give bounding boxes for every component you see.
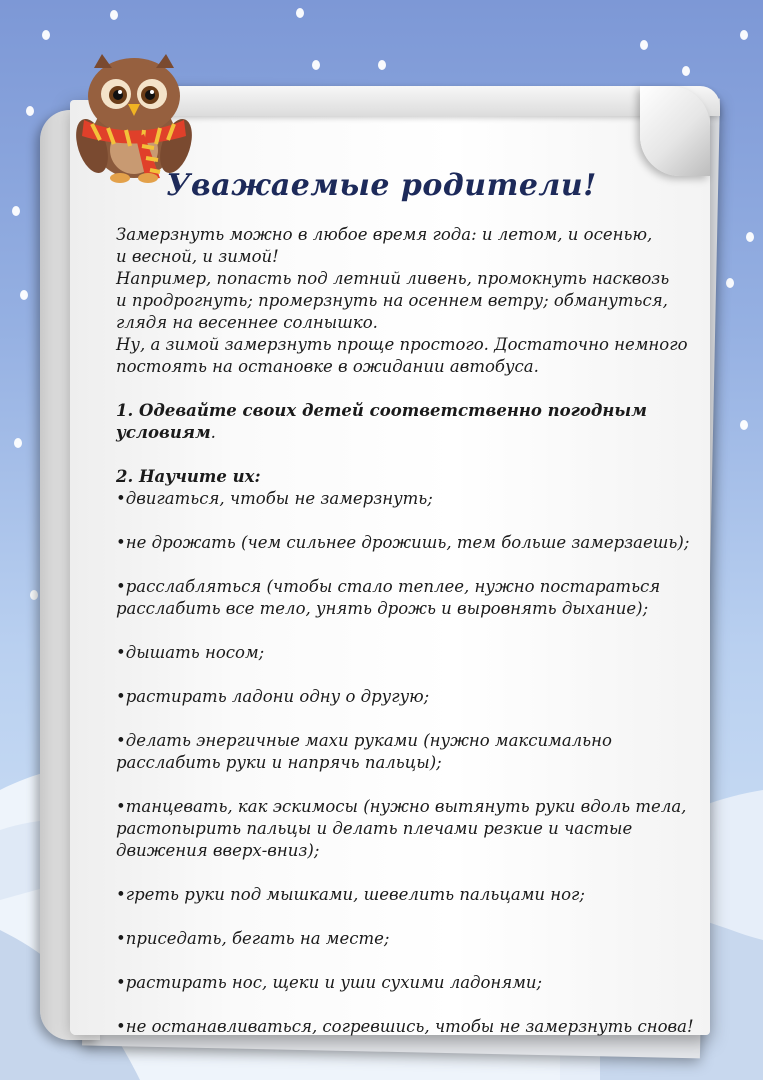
list-item	[116, 1016, 716, 1038]
list-item	[116, 796, 716, 818]
snowflake-icon	[26, 106, 34, 116]
intro-line: Например, попасть под летний ливень, промокнуть насквозь	[116, 269, 670, 288]
bullet-icon: •	[116, 929, 126, 948]
list-item	[116, 642, 716, 664]
list-item	[116, 686, 716, 708]
intro-line: Замерзнуть можно в любое время года: и летом, и осенью,	[116, 225, 653, 244]
list-item	[116, 840, 716, 862]
list-item	[116, 730, 716, 752]
snowflake-icon	[740, 420, 748, 430]
snowflake-icon	[740, 30, 748, 40]
advice-list	[116, 488, 716, 1038]
intro-line: и весной, и зимой!	[116, 247, 279, 266]
list-item-text: двигаться, чтобы не замерзнуть;	[125, 489, 433, 508]
intro-line: глядя на весеннее солнышко.	[116, 313, 378, 332]
snowflake-icon	[12, 206, 20, 216]
point-1-heading-cont	[116, 422, 716, 444]
list-item-text: расслабить все тело, унять дрожь и выровнять дыхание);	[116, 599, 649, 618]
list-item-text: расслабить руки и напрячь пальцы);	[116, 753, 442, 772]
list-item	[116, 598, 716, 620]
list-item	[116, 532, 716, 554]
list-item-text: движения вверх-вниз);	[116, 841, 320, 860]
bullet-icon: •	[116, 687, 126, 706]
list-item-text: дышать носом;	[125, 643, 265, 662]
point-1-heading: 1. Одевайте своих детей соответственно погодным	[116, 401, 647, 420]
list-item-text: растирать нос, щеки и уши сухими ладонями;	[125, 973, 543, 992]
snowflake-icon	[640, 40, 648, 50]
list-item	[116, 928, 716, 950]
snowflake-icon	[110, 10, 118, 20]
snowflake-icon	[20, 290, 28, 300]
snowflake-icon	[14, 438, 22, 448]
snowflake-icon	[30, 590, 38, 600]
snowflake-icon	[296, 8, 304, 18]
snowflake-icon	[726, 278, 734, 288]
list-item	[116, 576, 716, 598]
snowflake-icon	[682, 66, 690, 76]
paper-corner-curl	[640, 86, 710, 176]
bullet-icon: •	[116, 643, 126, 662]
snowflake-icon	[312, 60, 320, 70]
list-item-text: греть руки под мышками, шевелить пальцами ног;	[125, 885, 585, 904]
list-item-text: приседать, бегать на месте;	[125, 929, 390, 948]
bullet-icon: •	[116, 885, 126, 904]
list-item	[116, 818, 716, 840]
list-item	[116, 972, 716, 994]
point-1-text: условиям	[116, 423, 211, 442]
letter-body	[116, 224, 716, 1038]
list-item-text: расслабляться (чтобы стало теплее, нужно постараться	[125, 577, 661, 596]
list-item	[116, 884, 716, 906]
intro-line: Ну, а зимой замерзнуть проще простого. Достаточно немного	[116, 335, 688, 354]
point-1-period: .	[210, 423, 216, 442]
snowflake-icon	[746, 232, 754, 242]
bullet-icon: •	[116, 533, 126, 552]
intro-line: и продрогнуть; промерзнуть на осеннем ветру; обмануться,	[116, 291, 668, 310]
list-item-text: делать энергичные махи руками (нужно максимально	[125, 731, 612, 750]
list-item-text: растопырить пальцы и делать плечами резкие и частые	[116, 819, 633, 838]
paper-top-curl	[120, 86, 720, 116]
snowflake-icon	[378, 60, 386, 70]
list-item-text: не дрожать (чем сильнее дрожишь, тем больше замерзаешь);	[125, 533, 690, 552]
bullet-icon: •	[116, 797, 126, 816]
page-title: Уважаемые родители!	[166, 168, 597, 203]
list-item-text: растирать ладони одну о другую;	[125, 687, 430, 706]
intro-line: постоять на остановке в ожидании автобуса.	[116, 357, 539, 376]
list-item-text: танцевать, как эскимосы (нужно вытянуть руки вдоль тела,	[125, 797, 687, 816]
snowflake-icon	[42, 30, 50, 40]
point-2-heading: 2. Научите их:	[116, 467, 261, 486]
list-item-text: не останавливаться, согревшись, чтобы не замерзнуть снова!	[125, 1017, 694, 1036]
bullet-icon: •	[116, 489, 126, 508]
bullet-icon: •	[116, 731, 126, 750]
bullet-icon: •	[116, 1017, 126, 1036]
bullet-icon: •	[116, 973, 126, 992]
list-item	[116, 488, 716, 510]
owl-icon	[64, 46, 194, 186]
bullet-icon: •	[116, 577, 126, 596]
list-item	[116, 752, 716, 774]
